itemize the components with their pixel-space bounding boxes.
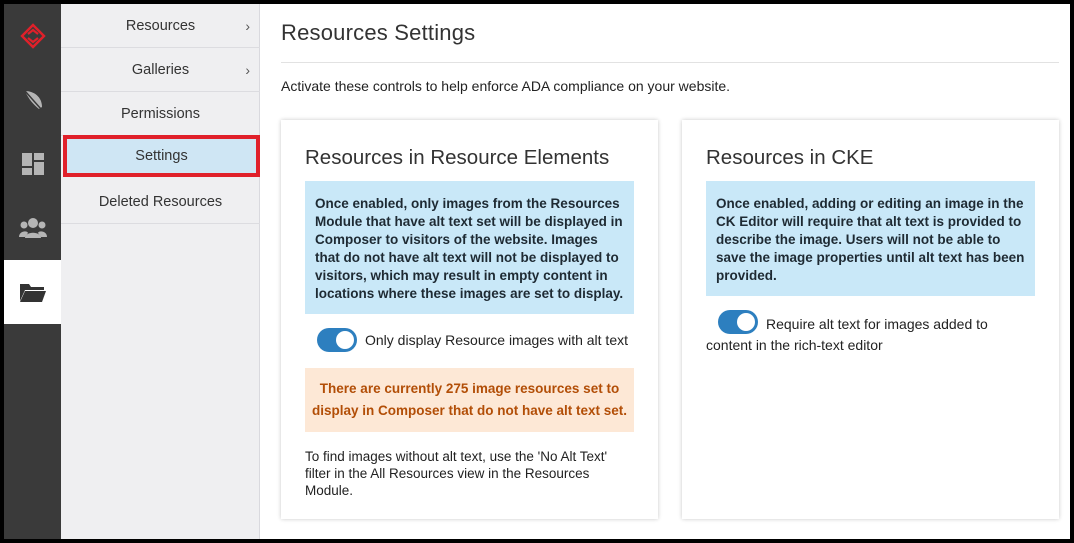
- warning-box: There are currently 275 image resources set to display in Composer that do not have alt text set.: [305, 368, 634, 432]
- rail-item-users[interactable]: [4, 196, 61, 260]
- main-content: [281, 4, 1059, 539]
- logo-button[interactable]: [4, 4, 61, 68]
- users-icon: [19, 216, 47, 240]
- subnav-item-galleries[interactable]: [61, 48, 260, 92]
- chevron-right-icon: ›: [245, 17, 250, 34]
- help-text: To find images without alt text, use the 'No Alt Text' filter in the All Resources view in the Resources Module.: [305, 449, 608, 498]
- subnav-item-label: Settings: [135, 148, 188, 164]
- subnav-item-label: Resources: [125, 17, 196, 34]
- chevron-right-icon: ›: [245, 61, 250, 78]
- rail-item-dashboard[interactable]: [4, 132, 61, 196]
- toggle-knob: [336, 331, 354, 349]
- divider: [281, 62, 1059, 63]
- subnav-item-permissions[interactable]: [61, 92, 260, 136]
- info-box: Once enabled, adding or editing an image in the CK Editor will require that alt text is provided to describe the image. Users will not be able to save the image properties until alt text has been provided.: [706, 181, 1035, 296]
- subnav-item-deleted-resources[interactable]: [61, 180, 260, 224]
- toggle-label: Only display Resource images with alt text: [365, 332, 628, 348]
- alt-text-display-toggle[interactable]: [317, 328, 357, 352]
- folder-icon: [19, 280, 47, 304]
- app-window: [4, 4, 1070, 539]
- card-title: Resources in CKE: [706, 146, 874, 169]
- icon-rail: [4, 4, 61, 539]
- subnav-item-label: Permissions: [121, 105, 200, 122]
- subnav-item-label: Deleted Resources: [98, 193, 223, 210]
- feather-icon: [20, 87, 46, 113]
- subnav-item-resources[interactable]: [61, 4, 260, 48]
- resources-subnav: [61, 4, 260, 539]
- dashboard-icon: [20, 151, 46, 177]
- intro-text: Activate these controls to help enforce ADA compliance on your website.: [281, 78, 731, 94]
- page-title: Resources Settings: [281, 20, 476, 45]
- logo-icon: [20, 23, 46, 49]
- cke-card: [682, 120, 1059, 519]
- card-title: Resources in Resource Elements: [305, 146, 610, 169]
- rail-item-content[interactable]: [4, 68, 61, 132]
- subnav-item-label: Galleries: [131, 61, 190, 78]
- toggle-label: Require alt text for images added to content in the rich-text editor: [706, 316, 988, 353]
- info-box: Once enabled, only images from the Resources Module that have alt text set will be displayed in Composer to visitors of the website. Images that do not have alt text will not be displayed to visitors, which may result in empty content in locations where these images are set to display.: [305, 181, 634, 314]
- subnav-item-settings[interactable]: [63, 135, 260, 177]
- rail-item-resources[interactable]: [4, 260, 61, 324]
- resource-elements-card: [281, 120, 658, 519]
